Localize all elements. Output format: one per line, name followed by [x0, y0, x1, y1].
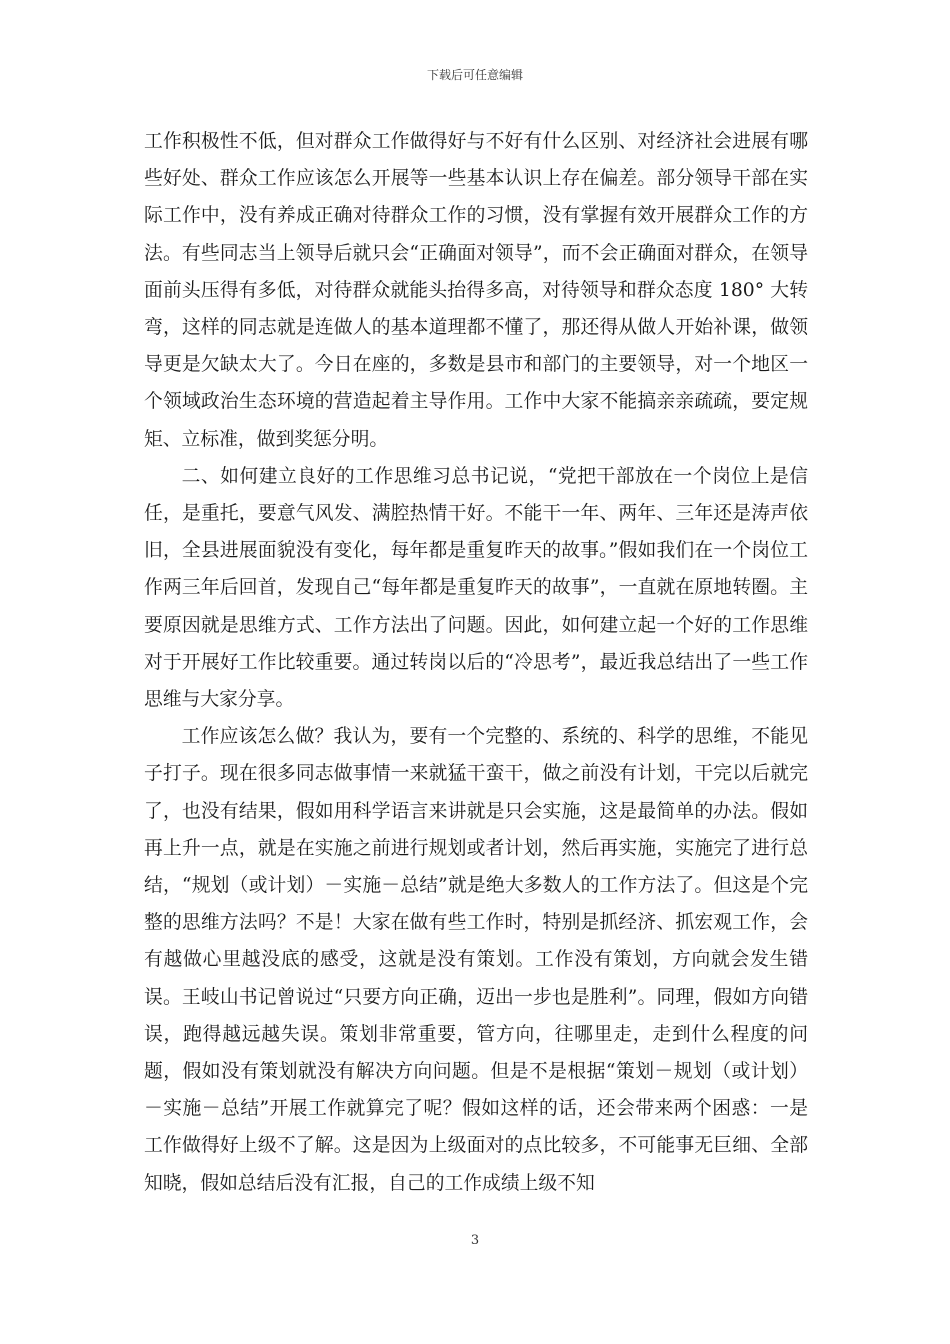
paragraph-work-method: 工作应该怎么做？我认为，要有一个完整的、系统的、科学的思维，不能见子打子。现在很多同志做事情一来就猛干蛮干，做之前没有计划，干完以后就完了，也没有结果，假如用科学语言来讲就是只会实施，这是最简单的办法。假如再上升一点，就是在实施之前进行规划或者计划，然后再实施，实施完了进行总结，“规划（或计划）－实施－总结”就是绝大多数人的工作方法了。但这是个完整的思维方法吗？不是！大家在做有些工作时，特别是抓经济、抓宏观工作，会有越做心里越没底的感受，这就是没有策划。工作没有策划，方向就会发生错误。王岐山书记曾说过“只要方向正确，迈出一步也是胜利”。同理，假如方向错误，跑得越远越失误。策划非常重要，管方向，往哪里走，走到什么程度的问题，假如没有策划就没有解决方向问题。但是不是根据“策划－规划（或计划）－实施－总结”开展工作就算完了呢？假如这样的话，还会带来两个困惑：一是工作做得好上级不了解。这是因为上级面对的点比较多，不可能事无巨细、全部知晓，假如总结后没有汇报，自己的工作成绩上级不知: [144, 726, 808, 1194]
header-note: 下载后可任意编辑: [426, 68, 523, 82]
document-body: [144, 123, 808, 1202]
paragraph-continuation: 工作积极性不低，但对群众工作做得好与不好有什么区别、对经济社会进展有哪些好处、群众工作应该怎么开展等一些基本认识上存在偏差。部分领导干部在实际工作中，没有养成正确对待群众工作的习惯，没有掌握有效开展群众工作的方法。有些同志当上领导后就只会“正确面对领导”，而不会正确面对群众，在领导面前头压得有多低，对待群众就能头抬得多高，对待领导和群众态度 180° 大转弯，这样的同志就是连做人的基本道理都不懂了，那还得从做人开始补课，做领导更是欠缺太大了。今日在座的，多数是县市和部门的主要领导，对一个地区一个领域政治生态环境的营造起着主导作用。工作中大家不能搞亲亲疏疏，要定规矩、立标准，做到奖惩分明。: [144, 131, 808, 450]
paragraph-section-two: 二、如何建立良好的工作思维习总书记说，“党把干部放在一个岗位上是信任，是重托，要意气风发、满腔热情干好。不能干一年、两年、三年还是涛声依旧，全县进展面貌没有变化，每年都是重复昨天的故事。”假如我们在一个岗位工作两三年后回首，发现自己“每年都是重复昨天的故事”，一直就在原地转圈。主要原因就是思维方式、工作方法出了问题。因此，如何建立起一个好的工作思维对于开展好工作比较重要。通过转岗以后的“冷思考”，最近我总结出了一些工作思维与大家分享。: [144, 465, 808, 711]
page-number: 3: [470, 1233, 480, 1248]
